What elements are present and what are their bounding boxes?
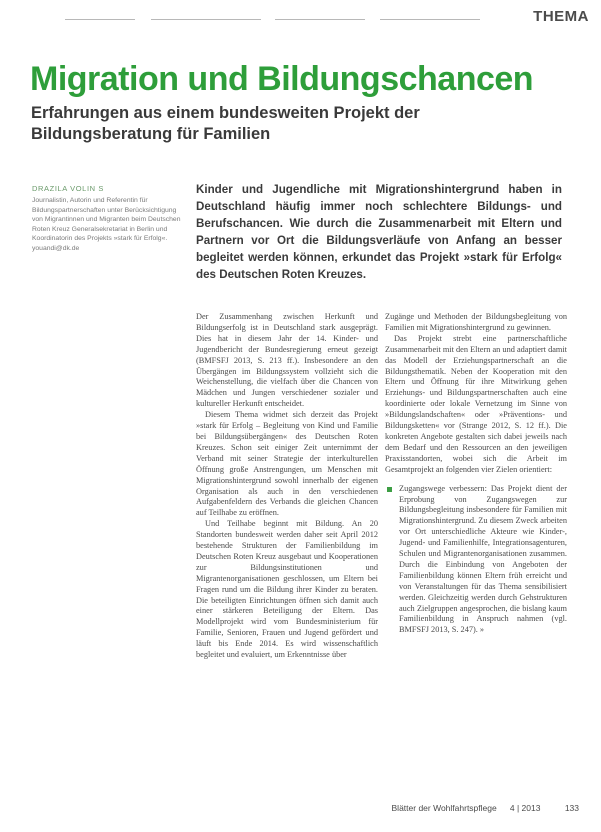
journal-name: Blätter der Wohlfahrtspflege [391,803,497,813]
bullet-square-icon [387,487,392,492]
author-name: DRAZILA VOLIN S [32,184,104,193]
article-lead: Kinder und Jugendliche mit Migrationshintergrund haben in Deutschland häufig immer noch schlechtere Bildungs- und Berufschancen. Wie durch die Zusammenarbeit mit Eltern und Partnern vor Ort die Bildungsverläufe von Anfang an besser begleitet werden können, erkundet das Projekt »stark für Erfolg« des Deutschen Roten Kreuzes. [196,183,562,281]
issue-number: 4 | 2013 [509,803,541,813]
footer-separator [502,803,504,813]
section-label: THEMA [533,8,589,25]
body-paragraph: Diesem Thema widmet sich derzeit das Projekt »stark für Erfolg – Begleitung von Kind und Familie bei Bildungsübergängen« des Deutschen Roten Kreuzes. Schon seit einiger Zeit unternimmt der Verband mit seiner Strategie der interkulturellen Öffnung große Anstrengungen, um Menschen mit Migrationshintergrund sowohl innerhalb der eigenen Organisation als auch in den verschiedenen Aufgabenfeldern des Verbands die gleichen Chancen auf Teilhabe zu eröffnen. [196,410,378,518]
header-rule [65,19,480,20]
body-paragraph: Und Teilhabe beginnt mit Bildung. An 20 Standorten bundesweit werden daher seit April 2012 bestehende Strukturen der Familienbildung im Deutschen Roten Kreuz ausgebaut und Kooperationen zur Bildungsinstitutionen und Migrantenorganisationen geschlossen, um Eltern bei Fragen rund um die Bildung ihrer Kinder zu beraten. Die beteiligten Einrichtungen öffnen sich damit auch einer stärkeren Beteiligung der Eltern. Das Modellprojekt wird vom Bundesministerium für Familie, Senioren, Frauen und Jugend gefördert und läuft bis Ende 2014. Es wird wissenschaftlich begleitet und evaluiert, um Erkenntnisse über [196,519,378,660]
body-paragraph: Der Zusammenhang zwischen Herkunft und Bildungserfolg ist in Deutschland stark ausgeprägt. Dies hat in diesem Jahr der 14. Kinder- und Jugendbericht der Bundesregierung erneut gezeigt (BMFSFJ 2013, S. 213 ff.). Insbesondere an den Übergängen im Bildungssystem vollzieht sich die Weichenstellung, die vielfach über die Chancen von Mädchen und Jungen verschiedener sozialer und kultureller Herkunft entscheidet. [196,312,378,409]
article-subtitle: Erfahrungen aus einem bundesweiten Projekt der Bildungsberatung für Familien [31,104,420,143]
author-box [32,184,182,254]
page-number: 133 [564,803,579,813]
page-footer [392,803,579,813]
body-paragraph: Das Projekt strebt eine partnerschaftliche Zusammenarbeit mit den Eltern an und adaptiert damit das Modell der Erziehungspartnerschaft an die Bildungsthematik. Neben der Kooperation mit den Eltern und Öffnung für ihre Mitwirkung gehen Erziehungs- und Bildungspartnerschaften auch eine koordinierte oder lokale Vernetzung im Sinne von »Bildungslandschaften« oder »Präventions- und Bildungsketten« vor (Strange 2012, S. 12 ff.). Die konkreten Angebote gestalten sich dabei jeweils nach dem Bedarf und den Ressourcen an den jeweiligen Praxisstandorten, wobei sich die Arbeit im Gesamtprojekt an folgenden vier Zielen orientiert: [385,333,567,474]
body-column-2 [385,312,567,636]
body-column-1 [196,312,378,661]
article-title: Migration und Bildungschancen [30,60,534,98]
body-paragraph: Zugänge und Methoden der Bildungsbegleitung von Familien mit Migrationshintergrund zu gewinnen. [385,312,567,332]
bullet-text: Zugangswege verbessern: Das Projekt dient der Erprobung von Zugangswegen zur Bildungsbegleitung insbesondere für Familien mit Migrationshintergrund. Zu diesem Zweck arbeiten vor Ort unterschiedliche Akteure wie Kinder-, Jugend- und Familienhilfe, Integrationsagenturen, Schulen und Migrantenorganisationen zusammen. Durch die Einbindung von Angeboten der Familienbildung können Eltern früh erreicht und von Veranstaltungen für das Thema sensibilisiert werden. Gleichzeitig werden durch Gehstrukturen auch Zielgruppen angesprochen, die bislang kaum Familienbildung in Anspruch nahmen (vgl. BMFSFJ 2013, S. 247). » [399,483,567,635]
bullet-item [385,484,567,637]
author-bio: Journalistin, Autorin und Referentin für Bildungspartnerschaften unter Berücksichtigung von Migrantinnen und Migranten beim Deutschen Roten Kreuz Generalsekretariat in Berlin und Koordinatorin des Projekts »stark für Erfolg«. youandi@dk.de [32,197,181,252]
